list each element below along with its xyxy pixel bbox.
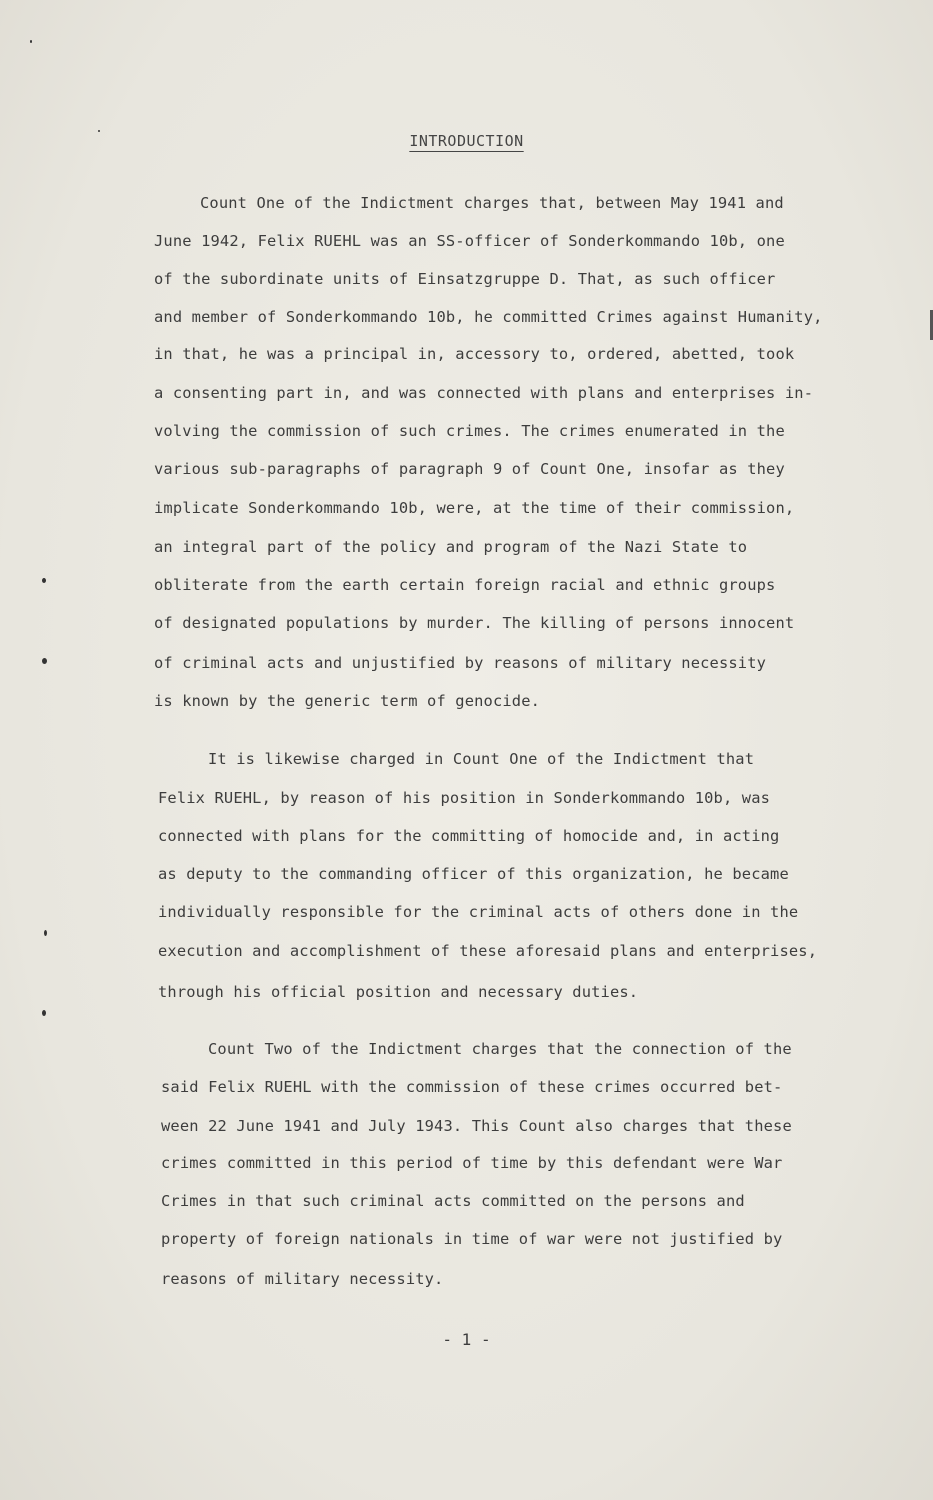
text-line: Felix RUEHL, by reason of his position in Sonderkommando 10b, was — [158, 789, 771, 807]
text-line: Crimes in that such criminal acts committed on the persons and — [161, 1192, 745, 1210]
text-line: said Felix RUEHL with the commission of these crimes occurred bet- — [161, 1078, 783, 1096]
text-line: an integral part of the policy and program of the Nazi State to — [154, 538, 748, 556]
text-line: a consenting part in, and was connected with plans and enterprises in- — [154, 384, 814, 402]
text-line: of criminal acts and unjustified by reasons of military necessity — [154, 654, 767, 672]
text-line: is known by the generic term of genocide. — [154, 692, 541, 710]
text-line: connected with plans for the committing of homocide and, in acting — [158, 827, 780, 845]
page-title — [0, 132, 933, 150]
text-line: Count One of the Indictment charges that, between May 1941 and — [200, 194, 784, 212]
scan-speck — [98, 130, 100, 132]
text-line: volving the commission of such crimes. The crimes enumerated in the — [154, 422, 785, 440]
text-line: of the subordinate units of Einsatzgruppe D. That, as such officer — [154, 270, 776, 288]
text-line: individually responsible for the criminal acts of others done in the — [158, 903, 799, 921]
text-line: June 1942, Felix RUEHL was an SS-officer of Sonderkommando 10b, one — [154, 232, 785, 250]
page-number: - 1 - — [442, 1330, 491, 1349]
text-line: property of foreign nationals in time of war were not justified by — [161, 1230, 783, 1248]
text-line: in that, he was a principal in, accessory to, ordered, abetted, took — [154, 345, 795, 363]
title-text: INTRODUCTION — [409, 132, 524, 150]
text-line: crimes committed in this period of time by this defendant were War — [161, 1154, 783, 1172]
scan-speck — [42, 578, 46, 583]
text-line: It is likewise charged in Count One of the Indictment that — [208, 750, 755, 768]
text-line: obliterate from the earth certain foreign racial and ethnic groups — [154, 576, 776, 594]
scan-speck — [44, 930, 47, 936]
scan-speck — [42, 1010, 46, 1016]
text-line: and member of Sonderkommando 10b, he committed Crimes against Humanity, — [154, 308, 823, 326]
text-line: as deputy to the commanding officer of this organization, he became — [158, 865, 789, 883]
text-line: execution and accomplishment of these aforesaid plans and enterprises, — [158, 942, 818, 960]
text-line: of designated populations by murder. The killing of persons innocent — [154, 614, 795, 632]
scan-speck — [42, 658, 47, 664]
text-line: through his official position and necessary duties. — [158, 983, 639, 1001]
text-line: implicate Sonderkommando 10b, were, at the time of their commission, — [154, 499, 795, 517]
scan-speck — [30, 40, 32, 43]
text-line: various sub-paragraphs of paragraph 9 of Count One, insofar as they — [154, 460, 785, 478]
text-line: ween 22 June 1941 and July 1943. This Count also charges that these — [161, 1117, 792, 1135]
text-line: Count Two of the Indictment charges that the connection of the — [208, 1040, 792, 1058]
text-line: reasons of military necessity. — [161, 1270, 444, 1288]
